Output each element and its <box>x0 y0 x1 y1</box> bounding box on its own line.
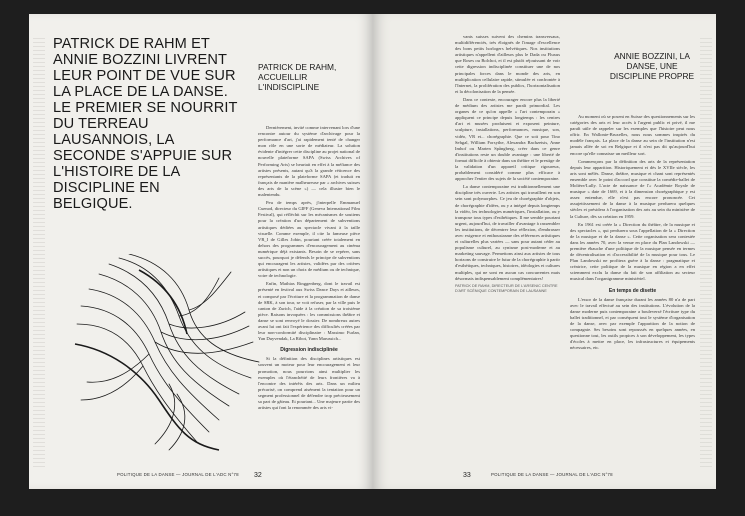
right-text-column-2 <box>570 114 695 353</box>
section-heading: En temps de disette <box>608 287 657 294</box>
right-text-column-1 <box>455 34 560 296</box>
section-heading: Digression indisciplinée <box>280 347 338 354</box>
paragraph: vants suisses suivent des chemins transversaux, multidifférenciés, très éloignés de l'image d'excellence des bons petits horlogers helvétiques. Nos institutions artistiques n'appellent d'ailleurs plus le Dada ou Fluxus que Roses ou Bolchoi, et il est plutôt réjouissant de voir cette digression indisciplinée constituer une de nos principales forces dans le monde des arts, en multiplication cellulaire rapide, stimulée et confrontée à l'Internet, la prolifération des publics, l'horizontalisation et la décolonisation de la pensée. <box>455 34 560 94</box>
left-page <box>29 14 373 489</box>
right-footer: POLITIQUE DE LA DANSE — JOURNAL DE L'ADC N°78 <box>491 472 613 477</box>
paragraph: Peu de temps après, j'interpelle Emmanuel Cuenod, directeur du GIFF (Geneva International Film Festival), qui réfléchit sur les mécanismes de soutiens pour la création d'un département de subventions artistiques dédiées au spectacle vivant à la taille visuelle. Comme exemple, il cite la fameuse pièce VR_I de Gilles Jobin, pourtant créée totalement en dehors des programmes d'encouragement au cinéma numérique déjà existants. Besoin de se repérer, sans succès, pourquoi je défends le principe de subventions qui encouragent les artistes, validées par des critères artistiques et non un choix de médium ou de technique, voire de technologie. <box>258 200 360 279</box>
paragraph: Au moment où se posent en Suisse des questionnements sur les catégories des arts et leur accès à l'argent public et privé, il me paraît utile de rappeler sur les exemples que l'histoire peut nous offrir. En Wallonie-Bruxelles, nous nous sommes inspirés du modèle français. La place de la danse au sein de l'institution n'est jamais allée de soi en Belgique et il n'est pas dit qu'aujourd'hui encore qu'elle connaisse un meilleur sort. <box>570 114 695 156</box>
left-text-column <box>258 125 360 413</box>
paragraph: En 1961 est créée la « Direction du théâtre, de la musique et des spectacles », qui perdurera sous l'appellation de la « Direction de la musique et de la danse ». Cette organisation sera contestée dans les années 70, avec la venue en place du Plan Landowski — première ébauche d'une politique de la musique pensée en termes de décentralisation et d'accessibilité de la musique pour tous. Le Plan Landowski ne profitera guère à la danse : pragmatique et créatrice, cette politique de la musique en région a en effet sciemment exclu la danse du fait de son affiliation au secteur musical dans l'organigramme ministériel. <box>570 221 695 282</box>
paragraph: Si la définition des disciplines artistiques est souvent un moteur pour leur encouragement et leur promotion, nous pourrions ainsi multiplier les exemples où l'étanchéité de leurs frontières va à l'encontre des intérêts des arts. Dans un milieu précarisé, on comprend aisément la tentation pour un segment professionnel de défendre trop précieusement sa part de gâteau. Et pourtant... Une majeure partie des artistes qui font la renommée des arts vi- <box>258 356 360 411</box>
ink-swirl-illustration <box>69 254 265 454</box>
show-through-text <box>33 38 45 468</box>
right-subheading: ANNIE BOZZINI, LA DANSE, UNE DISCIPLINE PROPRE <box>609 51 695 81</box>
author-caption: PATRICK DE RAHM, DIRECTEUR DE L'ARSENIC CENTRE D'ART SCÉNIQUE CONTEMPORAIN DE LAUSANNE <box>455 283 558 293</box>
paragraph: Enfin, Mathias Ringgenberg, dont le travail est présenté en festival aux Swiss Dance Days et ailleurs, et composé par l'écriture et la programmation de danse de SRK, à son tour, se voit refuser, par la ville puis le canton de Zurich, l'aide à la création de sa troisième pièce. Raisons invoquées : les commissions théâtre et danse se sont renvoyé le dossier. De nombreux autres avant lui ont fait l'expérience des difficultés créées par leur non-conformité disciplinaire : Massimo Furlan, Yan Duyvendak, La Ribot, Yann Marussich... <box>258 281 360 342</box>
show-through-text <box>700 38 712 468</box>
left-footer: POLITIQUE DE LA DANSE — JOURNAL DE L'ADC N°78 <box>117 472 239 477</box>
paragraph: Dans ce contexte, encourager encore plus la liberté de médium des artistes me paraît primordial. Les organes de ce qu'on appelle « l'art contemporain » appliquent ce principe depuis longtemps : les centres d'art et musées produisent et exposent peinture, sculpture, installations, performances, musique, son, vidéo, VR et... chorégraphie. Que ce soit pour Tino Sehgal, William Forsythe, Alexandra Bachzetsis, Anne Imhof ou Marten Spångberg, créer dans ce genre d'institutions reste un double avantage : une liberté de format difficile à obtenir dans un théâtre et le prestige de la validation d'un appareil critique rigoureux, probablement considéré comme plus efficace à approcher l'entier des sujets de la société contemporaine. <box>455 96 560 182</box>
left-page-number: 32 <box>254 472 262 479</box>
right-page <box>373 14 716 489</box>
paragraph: La danse contemporaine est traditionnellement une discipline très ouverte. Les artistes qui travaillent en son sein sont polymorphes. Ce jeu de chorégraphie d'objets, de chorégraphie d'idées, ou y a intégré depuis longtemps la vidéo, les technologies numériques, l'installation, ou y transpose tous types d'esthétiques. Il me semble pourtant urgent, aujourd'hui, de travailler d'avantage à rassembler les institutions, de décentrer leur réflexion, d'embrasser avec exigence et enthousiasme des références artistiques et culturelles plus variées — sans pour autant céder au populisme culturel, au cynisme post-moderne et au marketing sauvage. Permettons ainsi aux artistes de tous horizons de construire le futur de la chorégraphie à partir d'esthétiques, techniques, histoires, idéologies et cultures multiples, qui ne sont en aucun cas concurrentes mais désormais indispensablement complémentaires! <box>455 184 560 281</box>
right-page-number: 33 <box>463 472 471 479</box>
left-subheading: PATRICK DE RAHM, ACCUEILLIR L'INDISCIPLINE <box>258 62 337 92</box>
page-headline: PATRICK DE RAHM ET ANNIE BOZZINI LIVRENT LEUR POINT DE VUE SUR LA PLACE DE LA DANSE. LE PREMIER SE NOURRIT DU TERREAU LAUSANNOIS, LA SECONDE S'APPUIE SUR L'HISTOIRE DE LA DISCIPLINE EN BELGIQUE. <box>53 36 238 212</box>
paragraph: Dernièrement, invité comme intervenant lors d'une rencontre autour du système d'archivage pour la performance d'art, j'ai rapidement tenté de changer mon rôle en une sorte de médiateur. La solution évidente d'intégrer cette discipline au projet national de nouvelle plateforme SAPA (Swiss Archives of Performing Arts) se heurtait en effet à la méfiance des artistes présents, autant qu'à la grande réticence des représentants de la plateforme SAPA (et traduit en français de manière malheureuse par « archives suisses des arts de la scène ») — cela illustre bien le malentendu. <box>258 125 360 198</box>
paragraph: Commençons par la définition des arts de la représentation depuis leur apparition. Historiquement et dès le XVIIe siècle, les arts sont mêlés. Danse, théâtre, musique et chant sont représentés ensemble avec le point d'accord que constitue la comédie-ballet de Molière/Lully. L'acte de naissance de l'« Académie Royale de musique » date de 1669, et à la dimension chorégraphique y est assez entendue, elle n'est pas encore prononcée. Cet assujettissement de la danse à la musique perdurera quelques siècles et présidera à l'organisation des arts au sein du ministère de la Culture, dès sa création en 1959. <box>570 158 695 219</box>
paragraph: L'essor de la danse française durant les années 80 n'a de part avec le travail effectué au sein des institutions. L'évolution de la danse moderne puis contemporaine a bouleversé l'écriture type du ballet traditionnel, et par conséquent tout le système d'organisation de la danse, avec par exemple l'apparition de la notion de compagnie. Ses besoins sont repoussés en quelques années, en questionne tout, les outils propices à son développement, les types d'écoles à mettre en place, les infrastructures et équipements nécessaires, etc. <box>570 296 695 351</box>
